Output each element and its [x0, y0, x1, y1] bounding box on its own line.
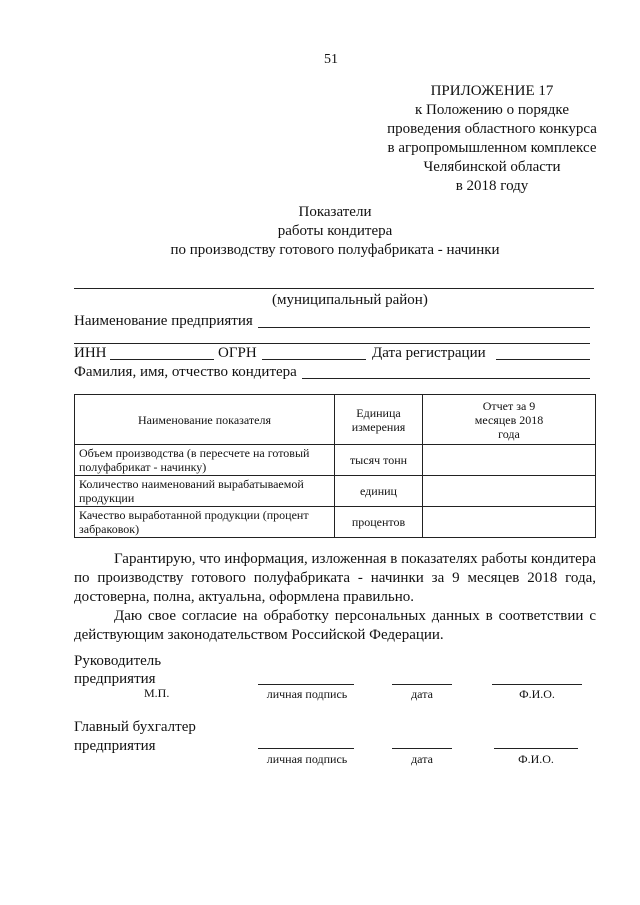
- head-fio-line[interactable]: [492, 684, 582, 685]
- fio-label: Фамилия, имя, отчество кондитера: [74, 364, 297, 380]
- row-value[interactable]: [423, 476, 596, 507]
- appendix-line: проведения областного конкурса: [387, 121, 597, 137]
- header-indicator: Наименование показателя: [75, 395, 335, 445]
- accountant-label-line2: предприятия: [74, 738, 156, 754]
- row-value[interactable]: [423, 507, 596, 538]
- heading-line: по производству готового полуфабриката - начинки: [170, 242, 500, 258]
- row-unit: единиц: [335, 476, 423, 507]
- consent-paragraph: Даю свое согласие на обработку персональных данных в соответствии с действующим законодательством Российской Федерации.: [74, 608, 596, 643]
- row-indicator: Количество наименований вырабатываемой продукции: [75, 476, 335, 507]
- accountant-date-line[interactable]: [392, 748, 452, 749]
- reg-date-label: Дата регистрации: [372, 345, 486, 361]
- inn-field[interactable]: [110, 359, 214, 360]
- table-row: [75, 507, 596, 538]
- table-header-row: [75, 395, 596, 445]
- appendix-line: в 2018 году: [455, 178, 529, 194]
- accountant-signature-caption: личная подпись: [266, 752, 348, 766]
- municipal-district-line[interactable]: [74, 288, 594, 289]
- appendix-title: ПРИЛОЖЕНИЕ 17: [430, 83, 554, 99]
- appendix-line: в агропромышленном комплексе: [387, 140, 597, 156]
- appendix-line: к Положению о порядке: [415, 102, 569, 118]
- municipal-caption: (муниципальный район): [272, 292, 428, 308]
- document-heading: [100, 203, 570, 260]
- head-fio-caption: Ф.И.О.: [519, 687, 555, 701]
- accountant-label-line1: Главный бухгалтер: [74, 719, 196, 735]
- head-label-line1: Руководитель: [74, 653, 162, 669]
- stamp-label: М.П.: [144, 686, 170, 700]
- head-date-line[interactable]: [392, 684, 452, 685]
- ogrn-label: ОГРН: [218, 345, 257, 361]
- appendix-block: [372, 82, 612, 196]
- row-indicator: Объем производства (в пересчете на готовый полуфабрикат - начинку): [75, 445, 335, 476]
- guarantee-paragraph: Гарантирую, что информация, изложенная в показателях работы кондитера по производству готового полуфабриката - начинки за 9 месяцев 2018 года, достоверна, полна, актуальна, оформлена правильно.: [74, 551, 596, 605]
- row-unit: процентов: [335, 507, 423, 538]
- inn-label: ИНН: [74, 345, 107, 361]
- accountant-signature-line[interactable]: [258, 748, 354, 749]
- ogrn-field[interactable]: [262, 359, 366, 360]
- enterprise-label: Наименование предприятия: [74, 313, 253, 329]
- indicators-table: [74, 394, 596, 538]
- header-report-text: Отчет за 9 месяцев 2018 года: [474, 398, 544, 441]
- head-signature-line[interactable]: [258, 684, 354, 685]
- head-label-line2: предприятия: [74, 671, 156, 687]
- enterprise-name-extra-line[interactable]: [74, 343, 590, 344]
- accountant-fio-line[interactable]: [494, 748, 578, 749]
- row-unit: тысяч тонн: [335, 445, 423, 476]
- accountant-fio-caption: Ф.И.О.: [518, 752, 554, 766]
- head-signature-caption: личная подпись: [266, 687, 348, 701]
- header-unit: Единица измерения: [335, 395, 423, 445]
- page-number: 51: [324, 52, 338, 67]
- header-report: [423, 395, 596, 445]
- appendix-line: Челябинской области: [423, 159, 561, 175]
- heading-line: Показатели: [298, 204, 372, 220]
- row-indicator: Качество выработанной продукции (процент забраковок): [75, 507, 335, 538]
- accountant-date-caption: дата: [411, 752, 433, 766]
- table-row: [75, 476, 596, 507]
- reg-date-field[interactable]: [496, 359, 590, 360]
- heading-line: работы кондитера: [277, 223, 393, 239]
- row-value[interactable]: [423, 445, 596, 476]
- fio-field[interactable]: [302, 378, 590, 379]
- enterprise-name-field[interactable]: [258, 327, 590, 328]
- head-date-caption: дата: [411, 687, 433, 701]
- table-row: [75, 445, 596, 476]
